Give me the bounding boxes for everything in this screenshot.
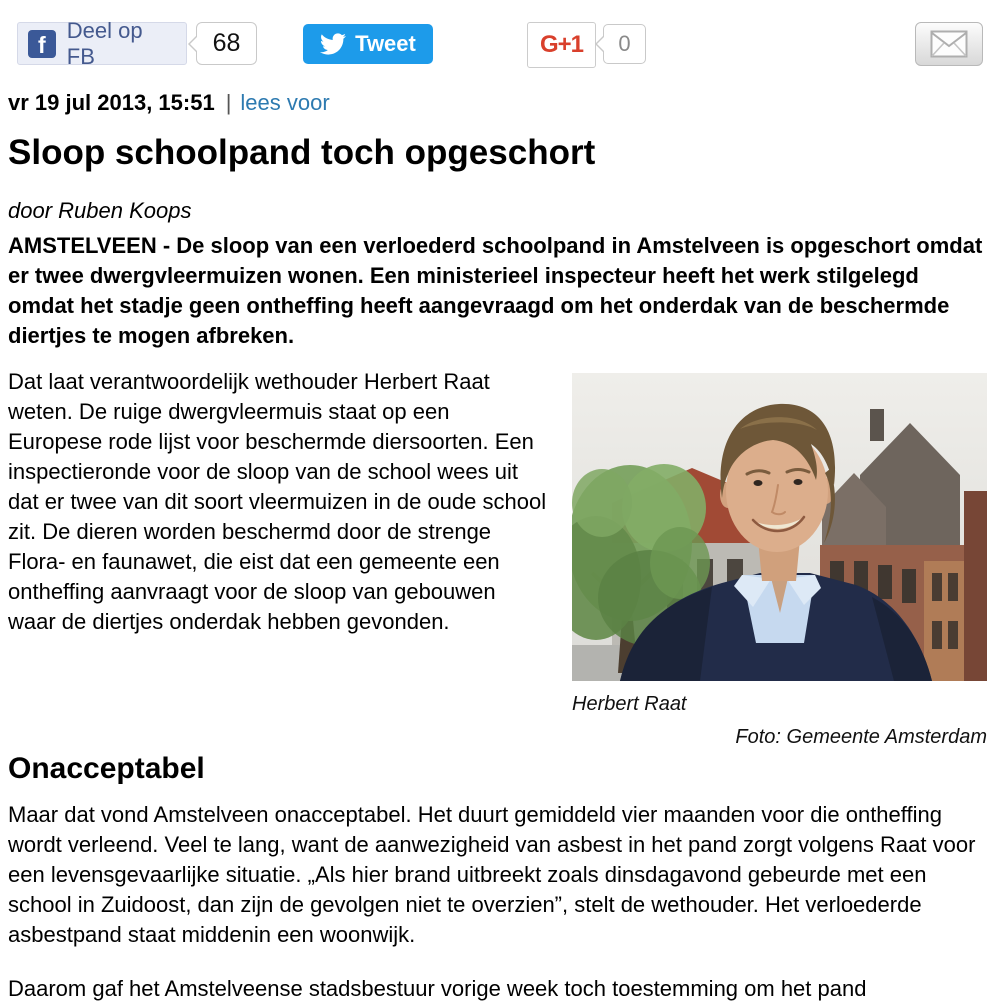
section-subheading: Onacceptabel: [8, 752, 205, 785]
article-title: Sloop schoolpand toch opgeschort: [8, 133, 596, 172]
facebook-share-button[interactable]: [17, 17, 187, 69]
article-paragraph: Daarom gaf het Amstelveense stadsbestuur vorige week toch toestemming om het pand: [8, 976, 867, 1001]
email-icon: [930, 30, 968, 58]
article-body: [8, 367, 987, 1004]
article-figure: [572, 373, 987, 752]
facebook-share-count-value: 68: [212, 29, 241, 57]
meta-separator: |: [225, 90, 232, 115]
article-lede: AMSTELVEEN - De sloop van een verloederd schoolpand in Amstelveen is opgeschort omdat er twee dwergvleermuizen wonen. Een ministerieel inspecteur heeft het werk stilgelegd omdat het stadje geen ontheffing heeft aangevraagd om het onderdak van de beschermde diertjes te mogen afbreken.: [8, 233, 983, 348]
google-plus-one-count-value: 0: [618, 31, 631, 56]
article-paragraph: Maar dat vond Amstelveen onacceptabel. Het duurt gemiddeld vier maanden voor die ontheffing wordt verleend. Veel te lang, want de aanwezigheid van asbest in het pand zorgt volgens Raat voor een levensgevaarlijke situatie. „Als hier brand uitbreekt zoals dinsdagavond gebeurde met een school in Zuidoost, dan zijn de gevolgen niet te overzien”, stelt de wethouder. Het verloederde asbestpand staat middenin een woonwijk.: [8, 802, 976, 947]
google-plus-one-button[interactable]: [527, 22, 596, 68]
twitter-bird-icon: [320, 31, 346, 57]
google-plus-one-count: [603, 24, 646, 64]
photo-credit: Foto: Gemeente Amsterdam: [735, 726, 987, 748]
share-bar: [0, 0, 1000, 84]
article-byline: door Ruben Koops: [8, 198, 192, 223]
facebook-share-label: Deel op FB: [66, 17, 143, 69]
read-aloud-link[interactable]: lees voor: [240, 90, 330, 115]
tweet-button-label: Tweet: [355, 31, 416, 56]
article-meta: [0, 90, 1000, 116]
facebook-icon: f: [28, 30, 56, 58]
portrait-photo: [572, 373, 987, 681]
tweet-button[interactable]: [303, 24, 433, 64]
email-share-button[interactable]: [915, 22, 983, 66]
publish-date: vr 19 jul 2013, 15:51: [8, 90, 215, 115]
article-paragraph: Dat laat verantwoordelijk wethouder Herbert Raat weten. De ruige dwergvleermuis staat op een Europese rode lijst voor beschermde diersoorten. Een inspectieronde voor de sloop van de school wees uit dat er twee van dit soort vleermuizen in de oude school zit. De dieren worden beschermd door de strenge Flora- en faunawet, die eist dat een gemeente een ontheffing aanvraagt voor de sloop van gebouwen waar de diertjes onderdak hebben gevonden.: [8, 369, 547, 634]
facebook-share-count: [196, 22, 257, 65]
article-content: [0, 133, 1000, 1004]
photo-caption: Herbert Raat: [572, 693, 687, 715]
google-plus-icon: G+1: [539, 31, 584, 58]
